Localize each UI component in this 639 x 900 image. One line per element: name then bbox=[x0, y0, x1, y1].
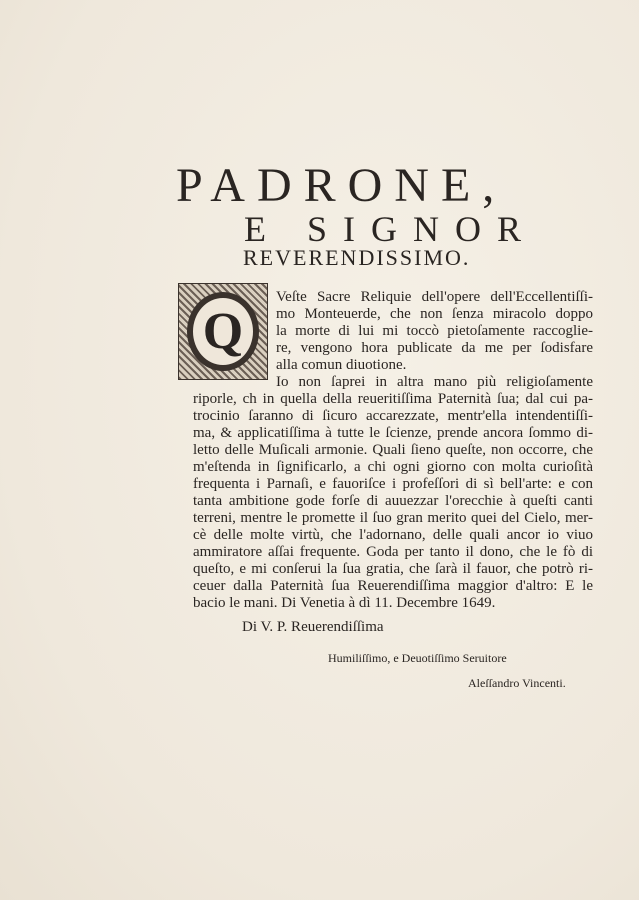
title-reverendissimo: REVERENDISSIMO. bbox=[243, 245, 471, 270]
text-line: bacio le mani. Di Venetia à dì 11. Decembre 1649. bbox=[193, 595, 496, 611]
title-e-signor: E SIGNOR bbox=[244, 209, 538, 249]
text-line: ma, & applicatiſſima à tutte le ſcienze, prende ancora ſommo di- bbox=[193, 425, 593, 441]
text-line: ceuer dalla Paternità ſua Reuerendiſſima maggior d'altro: E le bbox=[193, 578, 593, 594]
text-line: queſto, e mi conſerui la ſua gratia, che ſarà il fauor, che potrò ri- bbox=[193, 561, 593, 577]
decorated-initial bbox=[178, 283, 268, 380]
text-line: ammiratore aſſai frequente. Goda per tanto il dono, che le fò di bbox=[193, 544, 593, 560]
text-line: frequenta i Parnaſi, e fauoriſce i profeſſori di sì bell'arte: e con bbox=[193, 476, 593, 492]
text-line: alla comun diuotione. bbox=[276, 357, 407, 373]
text-line: cè delle molte virtù, che l'adornano, delle quali ancor io viuo bbox=[193, 527, 593, 543]
text-line: re, vengono hora publicate da me per ſodisfare bbox=[276, 340, 593, 356]
text-line: tanta ambitione gode forſe di auuezzar l'orecchie à queſti canti bbox=[193, 493, 593, 509]
text-line: riporle, ch in quella della reueritiſſima Paternità ſua; dal cui pa- bbox=[193, 391, 593, 407]
text-line: letto delle Muſicali armonie. Quali ſieno queſte, non occorre, che bbox=[193, 442, 593, 458]
title-padrone: PADRONE, bbox=[176, 159, 507, 212]
drop-cap-letter: Q bbox=[187, 292, 259, 371]
text-line: mo Monteuerde, che non ſenza miracolo doppo bbox=[276, 306, 593, 322]
text-line: trocinio ſaranno di ſicuro accarezzate, mentr'ella intendentiſſi- bbox=[193, 408, 593, 424]
salutation: Di V. P. Reuerendiſſima bbox=[242, 619, 384, 635]
servant-line: Humiliſſimo, e Deuotiſſimo Seruitore bbox=[328, 651, 507, 665]
text-line: la morte di lui mi toccò pietoſamente raccoglie- bbox=[276, 323, 593, 339]
text-line: terreni, mentre le promette il ſuo gran merito quei del Cielo, mer- bbox=[193, 510, 593, 526]
signature: Aleſſandro Vincenti. bbox=[468, 676, 566, 690]
text-line: m'eſtenda in ſignificarlo, a chi ogni giorno con molta curioſità bbox=[193, 459, 593, 475]
text-line: Io non ſaprei in altra mano più religioſamente bbox=[276, 374, 593, 390]
text-line: Veſte Sacre Reliquie dell'opere dell'Eccellentiſſi- bbox=[276, 289, 593, 305]
